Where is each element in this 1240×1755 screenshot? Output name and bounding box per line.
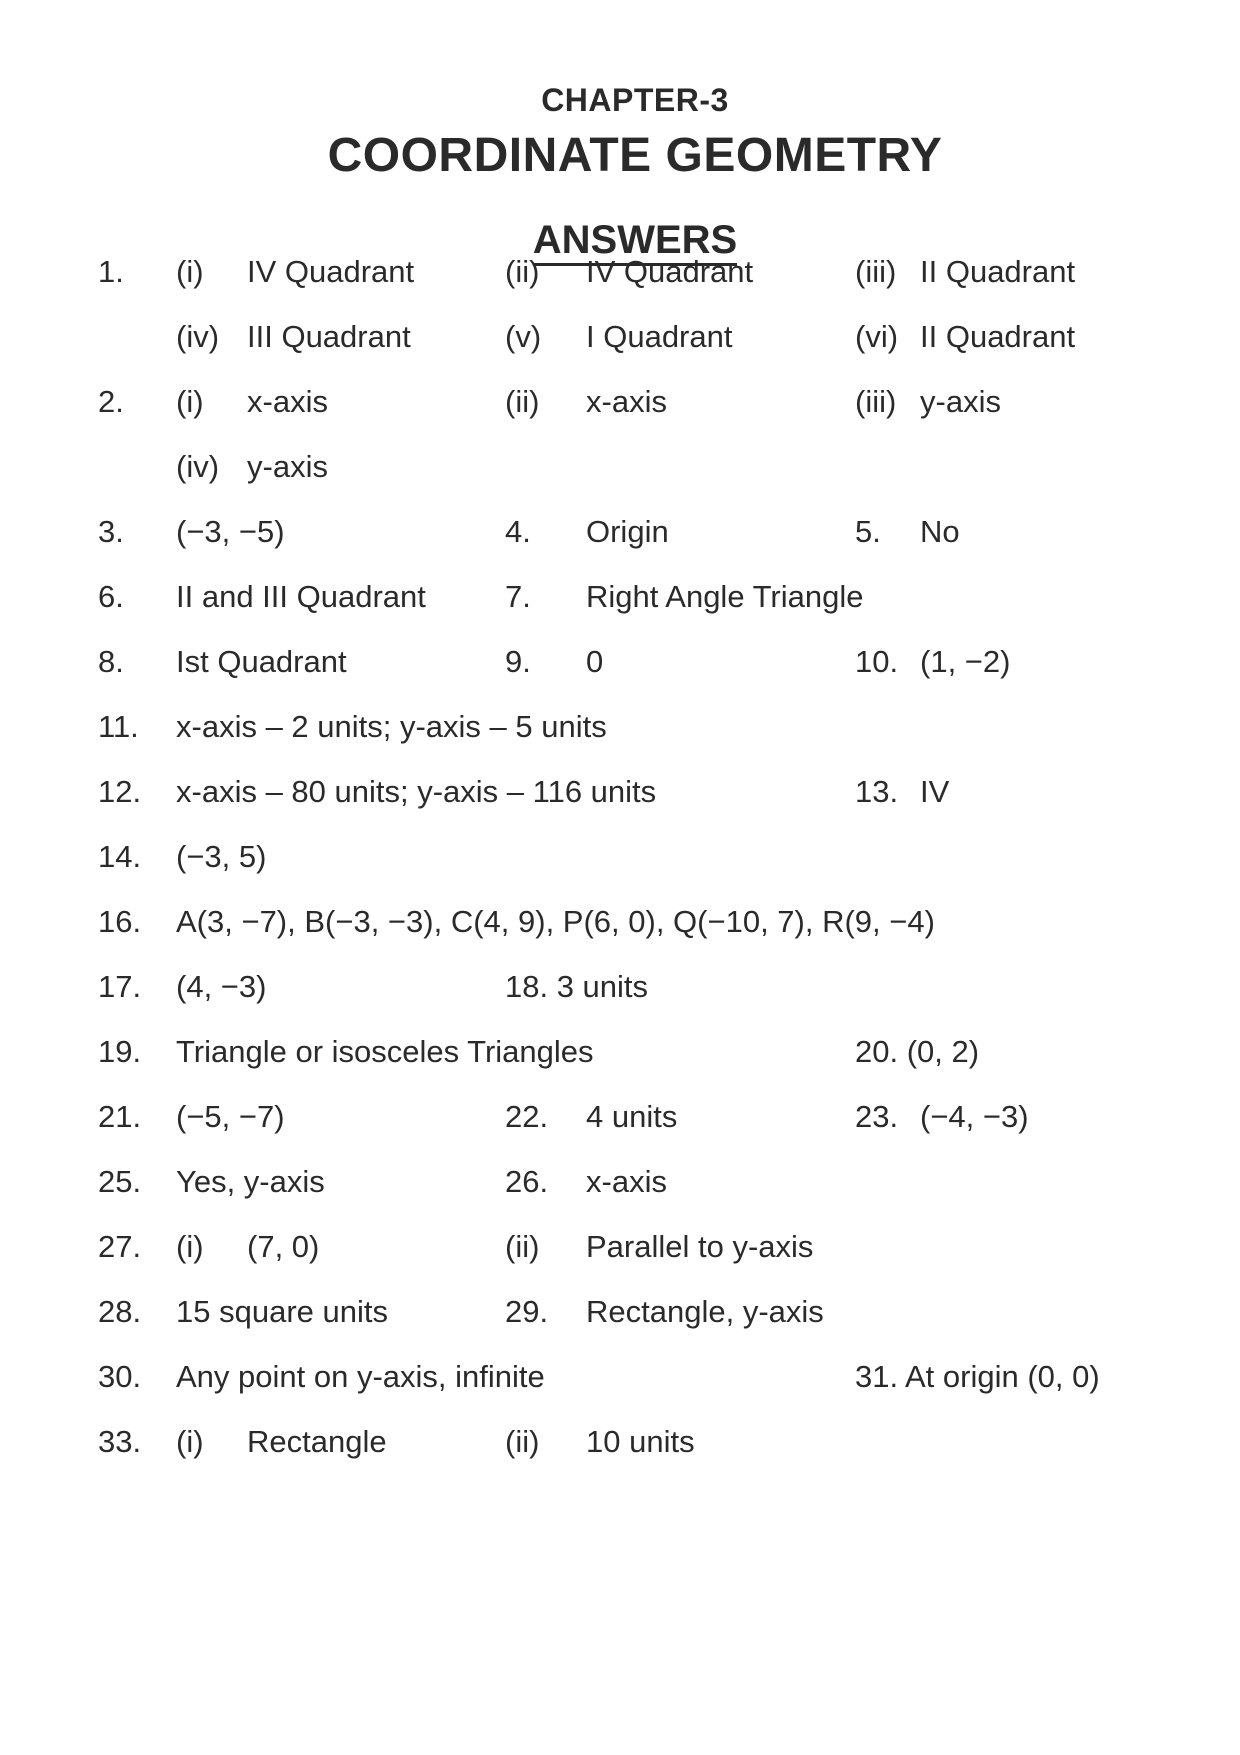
answer-text: x-axis – 80 units; y-axis – 116 units — [176, 774, 657, 809]
answer-text: y-axis — [920, 384, 1001, 419]
answer-number: 4. — [505, 514, 531, 549]
answer-number: 33. — [98, 1424, 142, 1459]
answers-heading-text: ANSWERS — [533, 218, 737, 266]
answer-number: 23. — [855, 1099, 899, 1134]
answer-text: 10 units — [586, 1424, 695, 1459]
answer-number: 17. — [98, 969, 142, 1004]
answer-text: 15 square units — [176, 1294, 388, 1329]
answer-number: 30. — [98, 1359, 142, 1394]
sub-label: (i) — [176, 384, 204, 419]
answer-text: x-axis — [586, 384, 667, 419]
answer-text: 0 — [586, 644, 604, 679]
answer-number: 10. — [855, 644, 899, 679]
sub-label: (v) — [505, 319, 542, 354]
answer-row-27 — [0, 1227, 1240, 1267]
answer-row-14 — [0, 837, 1240, 877]
answer-text: 31. At origin (0, 0) — [855, 1359, 1100, 1394]
answer-text: Rectangle, y-axis — [586, 1294, 824, 1329]
answer-number: 5. — [855, 514, 881, 549]
answer-number: 29. — [505, 1294, 549, 1329]
answer-text: II Quadrant — [920, 254, 1076, 289]
answer-text: II and III Quadrant — [176, 579, 426, 614]
answer-number: 9. — [505, 644, 531, 679]
answer-text: y-axis — [247, 449, 328, 484]
answer-row-3 — [0, 512, 1240, 552]
answer-text: Right Angle Triangle — [586, 579, 864, 614]
answer-row-12 — [0, 772, 1240, 812]
answer-text: (−3, −5) — [176, 514, 285, 549]
answer-row-11 — [0, 707, 1240, 747]
sub-label: (iii) — [855, 384, 897, 419]
answer-row-30 — [0, 1357, 1240, 1397]
answer-row-6 — [0, 577, 1240, 617]
sub-label: (ii) — [505, 1424, 540, 1459]
answer-text: x-axis — [586, 1164, 667, 1199]
answer-text: Triangle or isosceles Triangles — [176, 1034, 594, 1069]
answer-text: (−3, 5) — [176, 839, 267, 874]
answer-text: Rectangle — [247, 1424, 387, 1459]
answer-number: 7. — [505, 579, 531, 614]
answer-number: 13. — [855, 774, 899, 809]
answer-text: (1, −2) — [920, 644, 1011, 679]
answer-row-2 — [0, 382, 1240, 422]
answer-text: IV — [920, 774, 950, 809]
answer-row-25 — [0, 1162, 1240, 1202]
answer-row-1 — [0, 252, 1240, 292]
sub-label: (ii) — [505, 384, 540, 419]
sub-label: (ii) — [505, 254, 540, 289]
answer-text: (−5, −7) — [176, 1099, 285, 1134]
answer-text: Origin — [586, 514, 669, 549]
answer-number: 27. — [98, 1229, 142, 1264]
answer-row-8 — [0, 642, 1240, 682]
sub-label: (i) — [176, 1229, 204, 1264]
answer-text: (−4, −3) — [920, 1099, 1029, 1134]
answer-text: IV Quadrant — [247, 254, 415, 289]
answer-number: 19. — [98, 1034, 142, 1069]
chapter-label: CHAPTER-3 — [541, 82, 729, 118]
answer-number: 6. — [98, 579, 124, 614]
answer-text: Ist Quadrant — [176, 644, 347, 679]
page-title: COORDINATE GEOMETRY — [327, 129, 943, 182]
answer-text: III Quadrant — [247, 319, 411, 354]
sub-label: (vi) — [855, 319, 899, 354]
answer-text: (7, 0) — [247, 1229, 320, 1264]
answer-number: 14. — [98, 839, 142, 874]
answer-number: 2. — [98, 384, 124, 419]
answer-text: Yes, y-axis — [176, 1164, 325, 1199]
answer-number: 16. — [98, 904, 142, 939]
answer-row-33 — [0, 1422, 1240, 1462]
sub-label: (iv) — [176, 449, 220, 484]
answer-number: 25. — [98, 1164, 142, 1199]
answer-text: I Quadrant — [586, 319, 733, 354]
sub-label: (i) — [176, 1424, 204, 1459]
answer-row-16 — [0, 902, 1240, 942]
answer-number: 22. — [505, 1099, 549, 1134]
answer-text: II Quadrant — [920, 319, 1076, 354]
answer-text: Parallel to y-axis — [586, 1229, 814, 1264]
answer-text: A(3, −7), B(−3, −3), C(4, 9), P(6, 0), Q(−10, 7), R(9, −4) — [176, 904, 935, 939]
sub-label: (iv) — [176, 319, 220, 354]
answer-text: 20. (0, 2) — [855, 1034, 980, 1069]
answer-row-2-continued — [0, 447, 1240, 487]
answer-number: 12. — [98, 774, 142, 809]
answer-row-1-continued — [0, 317, 1240, 357]
answer-text: Any point on y-axis, infinite — [176, 1359, 545, 1394]
answer-number: 26. — [505, 1164, 549, 1199]
answer-number: 1. — [98, 254, 124, 289]
answer-text: IV Quadrant — [586, 254, 754, 289]
answer-text: 4 units — [586, 1099, 678, 1134]
answer-text: (4, −3) — [176, 969, 267, 1004]
answer-row-28 — [0, 1292, 1240, 1332]
answer-number: 8. — [98, 644, 124, 679]
answer-text: x-axis — [247, 384, 328, 419]
answer-number: 11. — [98, 709, 139, 744]
answer-text: 18. 3 units — [505, 969, 649, 1004]
answer-number: 28. — [98, 1294, 142, 1329]
answer-row-19 — [0, 1032, 1240, 1072]
sub-label: (i) — [176, 254, 204, 289]
answer-number: 3. — [98, 514, 124, 549]
answer-row-21 — [0, 1097, 1240, 1137]
answer-text: x-axis – 2 units; y-axis – 5 units — [176, 709, 607, 744]
answer-row-17 — [0, 967, 1240, 1007]
sub-label: (iii) — [855, 254, 897, 289]
answer-text: No — [920, 514, 960, 549]
answer-number: 21. — [98, 1099, 142, 1134]
sub-label: (ii) — [505, 1229, 540, 1264]
